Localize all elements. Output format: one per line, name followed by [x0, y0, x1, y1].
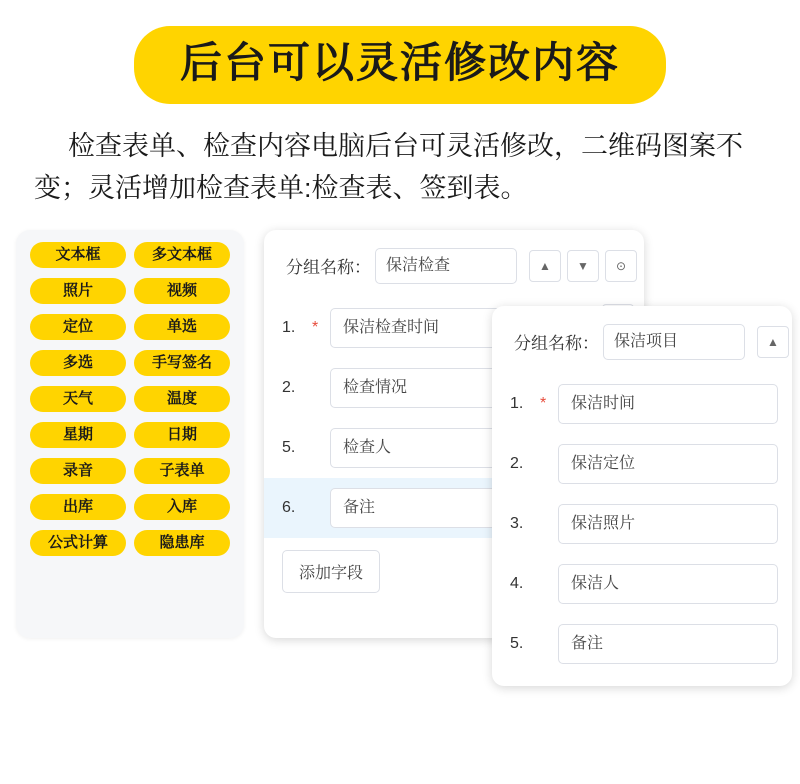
field-number: 2.	[510, 454, 524, 472]
settings-icon[interactable]: ⊙	[605, 250, 637, 282]
palette-chip[interactable]: 手写签名	[134, 350, 230, 376]
palette-chip[interactable]: 录音	[30, 458, 126, 484]
group-tool-buttons	[529, 250, 637, 282]
move-up-icon[interactable]: ▲	[529, 250, 561, 282]
field-name-input[interactable]: 保洁照片	[558, 504, 778, 544]
palette-chip[interactable]: 温度	[134, 386, 230, 412]
field-name-input[interactable]: 保洁定位	[558, 444, 778, 484]
field-number: 1.	[282, 318, 296, 336]
field-name-input[interactable]: 备注	[558, 624, 778, 664]
field-name-input[interactable]: 保洁时间	[558, 384, 778, 424]
required-marker: *	[540, 394, 547, 412]
field-number: 5.	[510, 634, 524, 652]
page-title: 后台可以灵活修改内容	[179, 39, 620, 86]
palette-chip[interactable]: 文本框	[30, 242, 126, 268]
field-number: 3.	[510, 514, 524, 532]
field-row[interactable]	[492, 434, 792, 494]
field-name-input[interactable]: 备注	[330, 488, 630, 528]
field-row[interactable]	[492, 494, 792, 554]
palette-chip[interactable]: 单选	[134, 314, 230, 340]
field-name-input[interactable]: 检查人	[330, 428, 630, 468]
move-down-icon[interactable]: ▼	[567, 250, 599, 282]
banner	[134, 26, 666, 104]
group-name-row	[492, 306, 792, 374]
palette-chip[interactable]: 多文本框	[134, 242, 230, 268]
illustration-stage	[0, 228, 800, 652]
palette-chip[interactable]: 隐患库	[134, 530, 230, 556]
group-name-label: 分组名称：	[514, 334, 599, 354]
field-number: 1.	[510, 394, 524, 412]
field-number: 6.	[282, 498, 296, 516]
group-name-row	[264, 230, 644, 298]
palette-chip[interactable]: 天气	[30, 386, 126, 412]
field-name-input[interactable]: 保洁检查时间	[330, 308, 630, 348]
field-name-input[interactable]: 检查情况	[330, 368, 630, 408]
palette-chip[interactable]: 公式计算	[30, 530, 126, 556]
palette-chip[interactable]: 星期	[30, 422, 126, 448]
description-text: 检查表单、检查内容电脑后台可灵活修改，二维码图案不变；灵活增加检查表单:检查表、签到表。	[34, 131, 743, 204]
palette-chip[interactable]: 视频	[134, 278, 230, 304]
field-name-input[interactable]: 保洁人	[558, 564, 778, 604]
add-field-button[interactable]: 添加字段	[282, 550, 380, 593]
palette-chip[interactable]: 子表单	[134, 458, 230, 484]
palette-chip[interactable]: 出库	[30, 494, 126, 520]
field-type-palette	[16, 230, 244, 638]
palette-chip[interactable]: 定位	[30, 314, 126, 340]
field-row[interactable]	[492, 554, 792, 614]
palette-chip[interactable]: 日期	[134, 422, 230, 448]
field-number: 2.	[282, 378, 296, 396]
group-tool-buttons	[757, 326, 789, 358]
palette-chip[interactable]: 多选	[30, 350, 126, 376]
field-row[interactable]	[492, 374, 792, 434]
palette-chip[interactable]: 入库	[134, 494, 230, 520]
field-number: 4.	[510, 574, 524, 592]
group-name-label: 分组名称：	[286, 258, 371, 278]
palette-chip[interactable]: 照片	[30, 278, 126, 304]
form-card-front	[492, 306, 792, 686]
field-row[interactable]	[492, 614, 792, 674]
group-name-input[interactable]: 保洁项目	[603, 324, 745, 360]
group-name-input[interactable]: 保洁检查	[375, 248, 517, 284]
banner-container	[0, 26, 800, 104]
move-up-icon[interactable]: ▲	[757, 326, 789, 358]
palette-grid	[16, 242, 244, 556]
field-number: 5.	[282, 438, 296, 456]
required-marker: *	[312, 318, 319, 336]
